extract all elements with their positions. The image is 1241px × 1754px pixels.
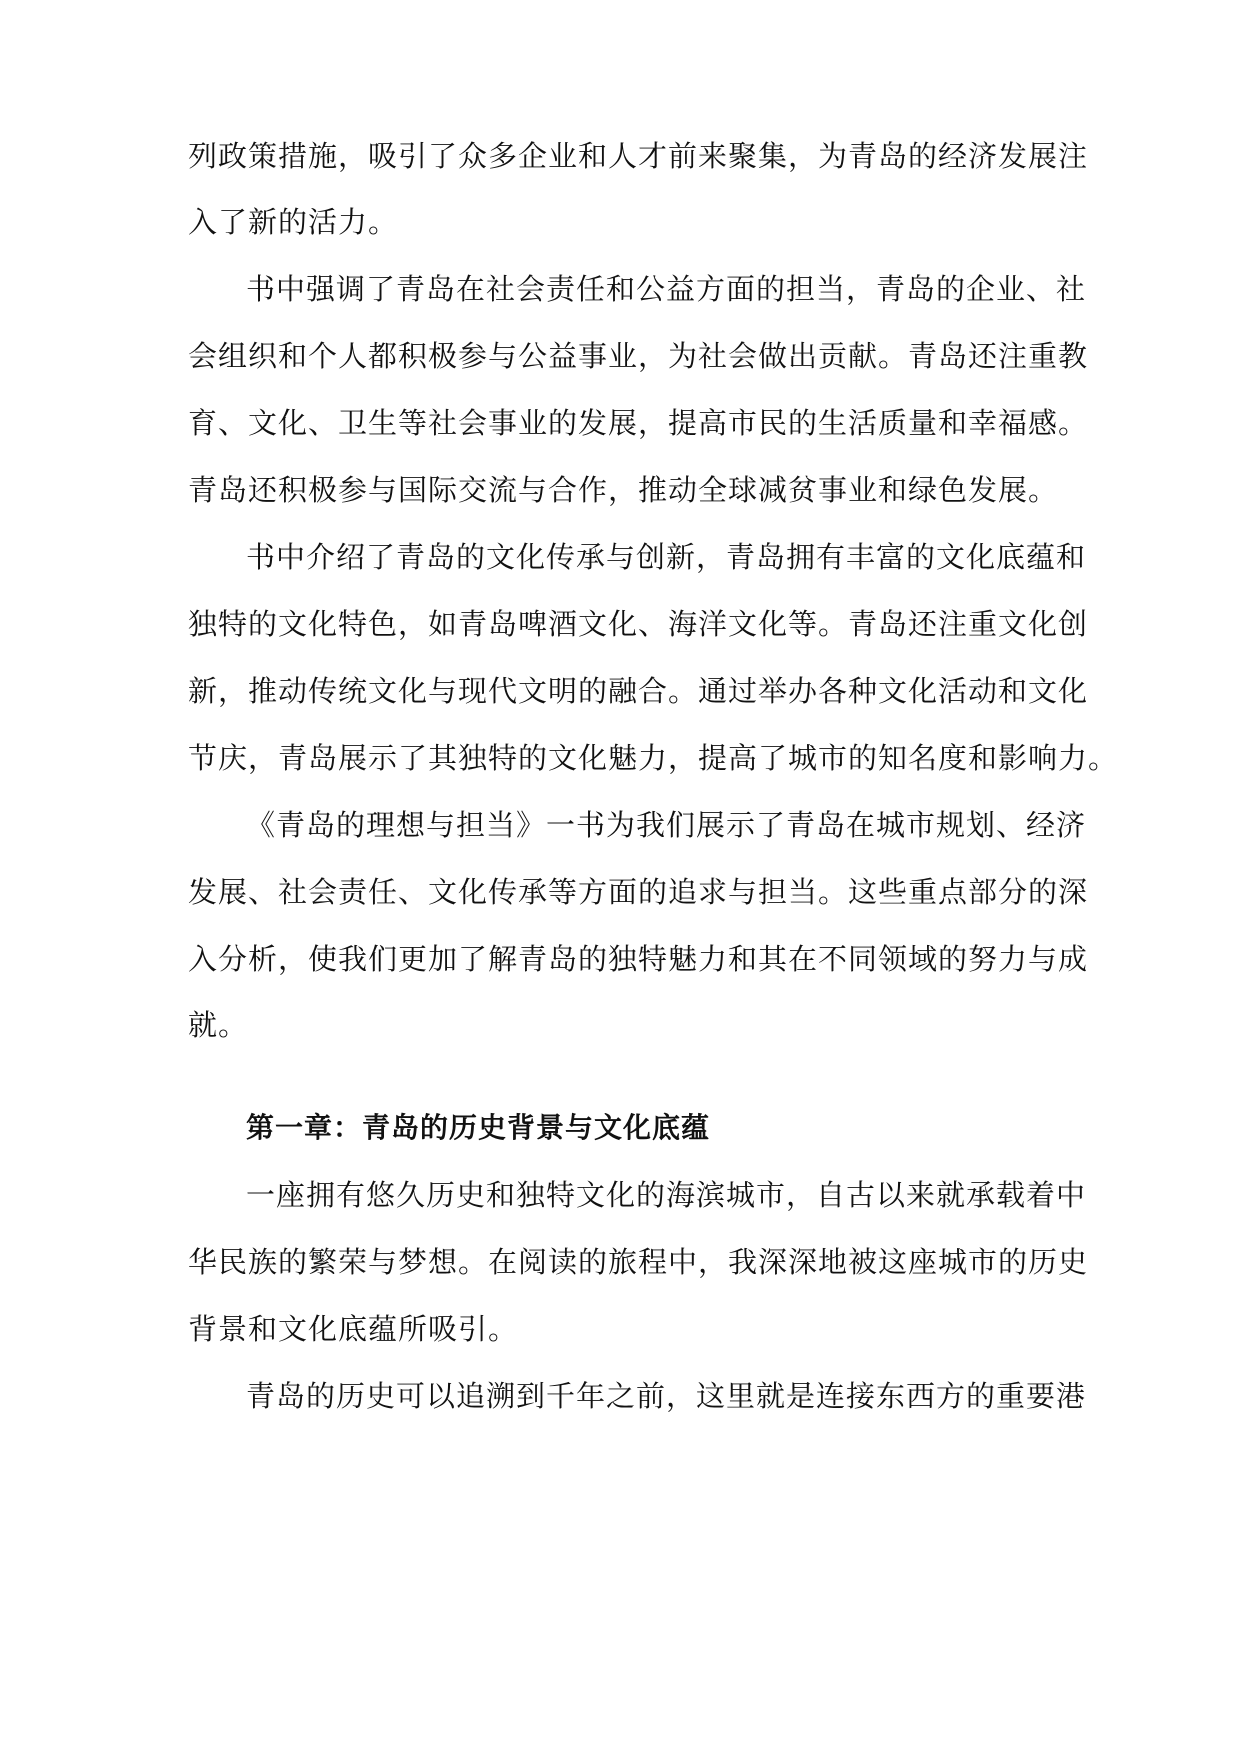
paragraph-line: 列政策措施，吸引了众多企业和人才前来聚集，为青岛的经济发展注 <box>188 139 1089 173</box>
paragraph-line: 育、文化、卫生等社会事业的发展，提高市民的生活质量和幸福感。 <box>188 406 1089 440</box>
paragraph-line: 华民族的繁荣与梦想。在阅读的旅程中，我深深地被这座城市的历史 <box>188 1245 1089 1279</box>
paragraph-line: 书中强调了青岛在社会责任和公益方面的担当，青岛的企业、社 <box>246 272 1087 306</box>
paragraph-line: 新，推动传统文化与现代文明的融合。通过举办各种文化活动和文化 <box>188 674 1089 708</box>
paragraph-line: 节庆，青岛展示了其独特的文化魅力，提高了城市的知名度和影响力。 <box>188 741 1119 775</box>
paragraph-line: 《青岛的理想与担当》一书为我们展示了青岛在城市规划、经济 <box>246 808 1087 842</box>
paragraph-line: 入分析，使我们更加了解青岛的独特魅力和其在不同领域的努力与成 <box>188 942 1089 976</box>
paragraph-line: 青岛的历史可以追溯到千年之前，这里就是连接东西方的重要港 <box>246 1379 1087 1413</box>
paragraph-line: 入了新的活力。 <box>188 205 399 239</box>
paragraph-line: 一座拥有悠久历史和独特文化的海滨城市，自古以来就承载着中 <box>246 1178 1087 1212</box>
paragraph-line: 独特的文化特色，如青岛啤酒文化、海洋文化等。青岛还注重文化创 <box>188 607 1089 641</box>
paragraph-line: 书中介绍了青岛的文化传承与创新，青岛拥有丰富的文化底蕴和 <box>246 540 1087 574</box>
paragraph-line: 背景和文化底蕴所吸引。 <box>188 1312 519 1346</box>
paragraph-line: 就。 <box>188 1008 249 1042</box>
paragraph-line: 青岛还积极参与国际交流与合作，推动全球减贫事业和绿色发展。 <box>188 473 1059 507</box>
paragraph-line: 发展、社会责任、文化传承等方面的追求与担当。这些重点部分的深 <box>188 875 1089 909</box>
paragraph-line: 会组织和个人都积极参与公益事业，为社会做出贡献。青岛还注重教 <box>188 339 1089 373</box>
chapter-heading: 第一章：青岛的历史背景与文化底蕴 <box>246 1111 711 1144</box>
